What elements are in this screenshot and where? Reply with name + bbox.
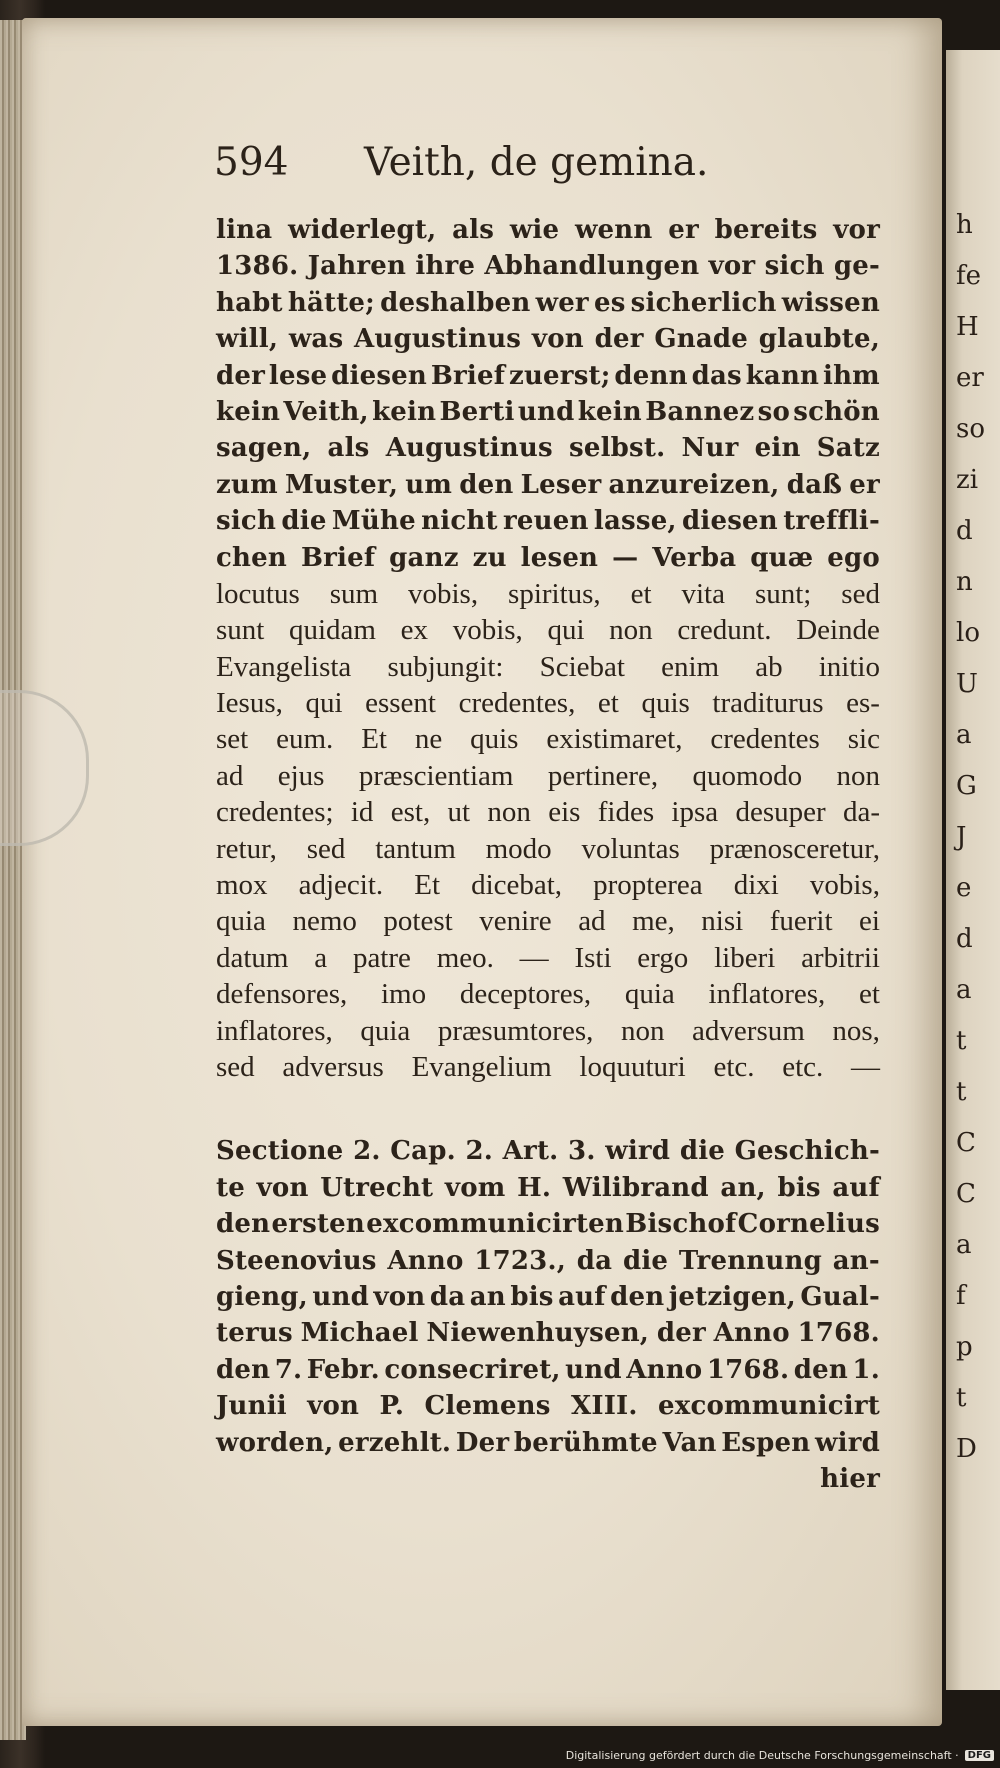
adjacent-page-fragment: J bbox=[956, 822, 967, 852]
text-line: sed adversus Evangelium loquuturi etc. etc. — bbox=[216, 1050, 880, 1083]
text-line: Evangelista subjungit: Sciebat enim ab initio bbox=[216, 650, 880, 683]
text-line: gieng, und von da an bis auf den jetzigen, Gual- bbox=[216, 1281, 880, 1312]
text-line: 1386. Jahren ihre Abhandlungen vor sich ge- bbox=[216, 251, 880, 282]
text-line: credentes; id est, ut non eis fides ipsa desuper da- bbox=[216, 796, 880, 829]
adjacent-page-fragment: D bbox=[956, 1434, 977, 1464]
text-line: worden, erzehlt. Der berühmte Van Espen wird bbox=[216, 1427, 880, 1458]
running-header bbox=[214, 140, 914, 185]
adjacent-page-fragment: zi bbox=[956, 465, 979, 495]
adjacent-page-fragment: d bbox=[956, 516, 973, 546]
adjacent-page-fragment: G bbox=[956, 771, 977, 801]
adjacent-page-fragment: n bbox=[956, 567, 973, 597]
adjacent-page-fragment: H bbox=[956, 312, 979, 342]
text-line: der lese diesen Brief zuerst; denn das kann ihm bbox=[216, 360, 880, 391]
adjacent-page-fragment: U bbox=[956, 669, 978, 699]
adjacent-page-fragment: f bbox=[956, 1281, 966, 1311]
adjacent-page-fragment: p bbox=[956, 1332, 973, 1362]
page-text bbox=[216, 212, 880, 1497]
adjacent-page-fragment: e bbox=[956, 873, 972, 903]
credit-text: Digitalisierung gefördert durch die Deutsche Forschungsgemeinschaft · bbox=[565, 1749, 959, 1762]
adjacent-page-fragment: t bbox=[956, 1026, 967, 1056]
text-line: datum a patre meo. — Isti ergo liberi arbitrii bbox=[216, 941, 880, 974]
text-line: defensores, imo deceptores, quia inflatores, et bbox=[216, 978, 880, 1011]
text-line: retur, sed tantum modo voluntas prænosceretur, bbox=[216, 832, 880, 865]
adjacent-page-fragment: a bbox=[956, 975, 972, 1005]
adjacent-page-fragment: C bbox=[956, 1128, 976, 1158]
text-line: Iesus, qui essent credentes, et quis traditurus es- bbox=[216, 687, 880, 720]
adjacent-page-fragment: fe bbox=[956, 261, 982, 291]
adjacent-page-fragment: so bbox=[956, 414, 985, 444]
text-line: Sectione 2. Cap. 2. Art. 3. wird die Geschich- bbox=[216, 1136, 880, 1167]
text-line: sich die Mühe nicht reuen lasse, diesen treffli- bbox=[216, 506, 880, 537]
text-line: lina widerlegt, als wie wenn er bereits vor bbox=[216, 215, 880, 245]
adjacent-page-fragment: a bbox=[956, 720, 972, 750]
running-title: Veith, de gemina. bbox=[364, 140, 709, 185]
catchword: hier bbox=[820, 1463, 880, 1494]
adjacent-page-fragment: a bbox=[956, 1230, 972, 1260]
text-line: terus Michael Niewenhuysen, der Anno 1768. bbox=[216, 1318, 880, 1349]
adjacent-page-fragment: C bbox=[956, 1179, 976, 1209]
text-line: zum Muster, um den Leser anzureizen, daß er bbox=[216, 469, 880, 500]
paragraph-1 bbox=[216, 212, 880, 1085]
text-line: ad ejus præscientiam pertinere, quomodo non bbox=[216, 759, 880, 792]
text-line: locutus sum vobis, spiritus, et vita sunt; sed bbox=[216, 577, 880, 610]
text-line: sunt quidam ex vobis, qui non credunt. Deinde bbox=[216, 614, 880, 647]
adjacent-page-fragment: lo bbox=[956, 618, 980, 648]
digitization-credit bbox=[566, 1749, 994, 1762]
adjacent-page-fragment: d bbox=[956, 924, 973, 954]
text-line: habt hätte; deshalben wer es sicherlich wissen bbox=[216, 287, 880, 318]
text-line: will, was Augustinus von der Gnade glaubte, bbox=[216, 324, 880, 355]
text-line: den 7. Febr. consecriret, und Anno 1768. den 1. bbox=[216, 1354, 880, 1385]
dfg-logo: DFG bbox=[965, 1750, 994, 1761]
page-number: 594 bbox=[214, 140, 289, 185]
text-line: sagen, als Augustinus selbst. Nur ein Satz bbox=[216, 433, 880, 464]
text-line: Steenovius Anno 1723., da die Trennung an- bbox=[216, 1245, 880, 1276]
text-line: den ersten excommunicirten Bischof Cornelius bbox=[216, 1209, 880, 1240]
adjacent-page-fragment: t bbox=[956, 1383, 967, 1413]
adjacent-page bbox=[946, 50, 1000, 1690]
text-line: te von Utrecht vom H. Wilibrand an, bis auf bbox=[216, 1172, 880, 1203]
text-line: inflatores, quia præsumtores, non adversum nos, bbox=[216, 1014, 880, 1047]
adjacent-page-fragment: t bbox=[956, 1077, 967, 1107]
text-line: Junii von P. Clemens XIII. excommunicirt bbox=[216, 1391, 880, 1422]
text-line: chen Brief ganz zu lesen — Verba quæ ego bbox=[216, 542, 880, 573]
text-line: mox adjecit. Et dicebat, propterea dixi vobis, bbox=[216, 869, 880, 902]
paragraph-2 bbox=[216, 1133, 880, 1461]
text-line: quia nemo potest venire ad me, nisi fuerit ei bbox=[216, 905, 880, 938]
text-line: kein Veith, kein Berti und kein Bannez so schön bbox=[216, 396, 880, 427]
adjacent-page-fragment: h bbox=[956, 210, 973, 240]
text-line: set eum. Et ne quis existimaret, credentes sic bbox=[216, 723, 880, 756]
adjacent-page-fragment: er bbox=[956, 363, 984, 393]
